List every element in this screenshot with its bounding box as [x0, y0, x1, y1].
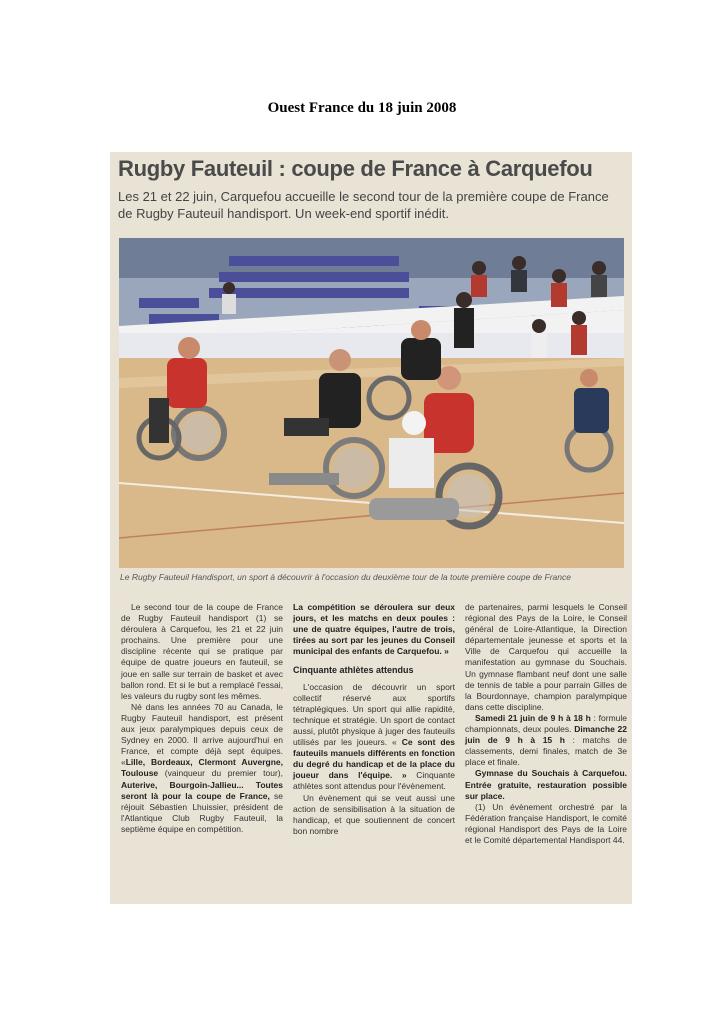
article-column-1 [121, 602, 283, 835]
source-line: Ouest France du 18 juin 2008 [267, 100, 457, 116]
article-photo [119, 238, 624, 568]
paragraph: Le second tour de la coupe de France de Rugby Fauteuil handisport (1) se déroulera à Carquefou, les 21 et 22 juin prochains. Une première pour une discipline récente qui se pratique par équipe de quatre joueurs en fauteuil, se joue en salle sur terrain de basket et avec ballon rond. Et si le but a remplacé l'essai, les valeurs du rugby sont les mêmes. [121, 602, 283, 701]
paragraph: L'occasion de découvrir un sport collectif réservé aux sportifs tétraplégiques. Un sport qui allie rapidité, technique et stratégie. Un sport de contact aussi, plutôt physique à juger des fauteuils utilisés par les joueurs. « Ce sont des fauteuils manuels différents en fonction du degré du handicap et de la place du joueur dans l'équipe. » Cinquante athlètes sont attendus pour l'évènement. [293, 681, 455, 792]
photo-caption: Le Rugby Fauteuil Handisport, un sport à découvrir à l'occasion du deuxième tour de la toute première coupe de France [120, 572, 571, 582]
article-column-2 [293, 602, 455, 837]
paragraph: Gymnase du Souchais à Carquefou. Entrée gratuite, restauration possible sur place. [465, 768, 627, 801]
paragraph: de partenaires, parmi lesquels le Conseil régional des Pays de la Loire, le Conseil général de Loire-Atlantique, la Direction départementale jeunesse et sports et la Ville de Carquefou qui accueille la manifestation au gymnase du Souchais. Un gymnase flambant neuf dont une salle de tennis de table a pour parrain Gilles de la Bourdonnaye, champion paralympique dans cette discipline. [465, 602, 627, 712]
paragraph: La compétition se déroulera sur deux jours, et les matchs en deux poules : une de quatre équipes, l'autre de trois, tirées au sort par les jeunes du Conseil municipal des enfants de Carquefou. » [293, 602, 455, 657]
newspaper-clipping [110, 152, 632, 904]
article-headline: Rugby Fauteuil : coupe de France à Carquefou [118, 156, 593, 181]
article-column-3 [465, 602, 627, 846]
wheelchair-rugby-photo [119, 238, 624, 568]
paragraph: Né dans les années 70 au Canada, le Rugby Fauteuil handisport, est présent aux jeux paralympiques depuis ceux de Sydney en 2000. Il arrive aujourd'hui en France, et compte déjà sept équipes. «Lille, Bordeaux, Clermont Auvergne, Toulouse (vainqueur du premier tour), Auterive, Bourgoin-Jallieu... Toutes seront là pour la coupe de France, se réjouit Sébastien Lhuissier, président de l'Atlantique Club Rugby Fauteuil, la septième équipe en compétition. [121, 701, 283, 834]
footnote: (1) Un évènement orchestré par la Fédération française Handisport, le comité régional Handisport des Pays de la Loire et le Comité départemental Handisport 44. [465, 801, 627, 845]
paragraph: Samedi 21 juin de 9 h à 18 h : formule championnats, deux poules. Dimanche 22 juin de 9 h à 15 h : matchs de classements, demi finales, match de 3e place et finale. [465, 712, 627, 768]
section-subhead: Cinquante athlètes attendus [293, 665, 414, 676]
article-standfirst: Les 21 et 22 juin, Carquefou accueille le second tour de la première coupe de France de Rugby Fauteuil handisport. Un week-end sportif inédit. [118, 189, 609, 221]
paragraph: Un évènement qui se veut aussi une action de sensibilisation à la situation de handicap, et que soutiennent de concert bon nombre [293, 792, 455, 836]
